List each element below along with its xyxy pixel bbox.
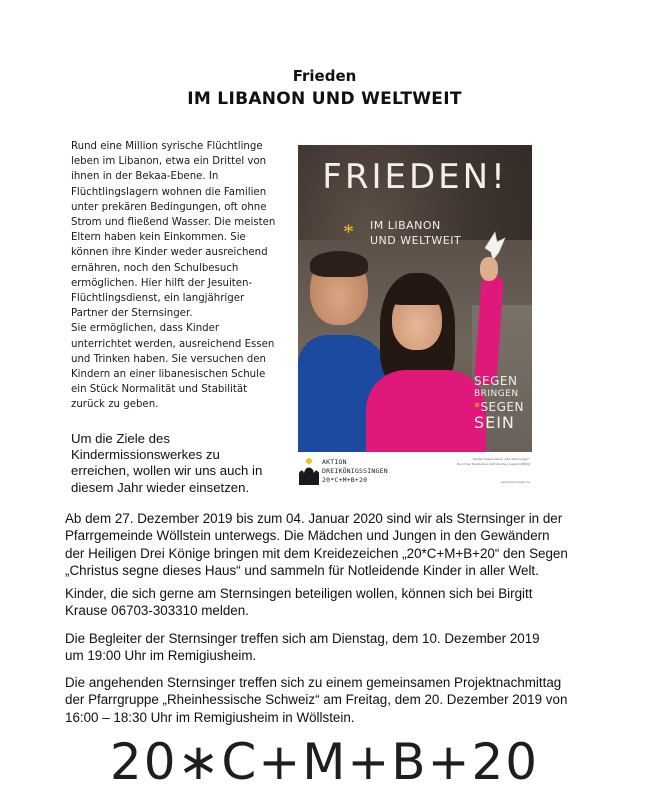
poster-credit [457, 457, 530, 467]
paragraph-line: Die Begleiter der Sternsinger treffen sich am Dienstag, dem 10. Dezember 2019 [65, 631, 540, 646]
paragraph-line: Krause 06703-303310 melden. [65, 603, 249, 619]
paragraph-line: der Pfarrgruppe „Rheinhessische Schweiz“ am Freitag, dem 20. Dezember 2019 von [65, 692, 568, 708]
intro-line: unterrichtet werden, ausreichend Essen [71, 338, 275, 350]
intro-line: Flüchtlingslagern wohnen die Familien [71, 186, 267, 198]
paragraph-line: Ab dem 27. Dezember 2019 bis zum 04. Januar 2020 sind wir als Sternsinger in der [65, 511, 563, 526]
credit-line: Bund der Deutschen Katholischen Jugend (BDKJ) [457, 462, 530, 466]
intro-line: ihnen in der Bekaa-Ebene. In [71, 171, 219, 183]
goal-line: Kindermissionswerkes zu [71, 447, 220, 463]
intro-line: leben im Libanon, etwa ein Drittel von [71, 156, 267, 168]
intro-line: und Trinken haben. Sie versuchen den [71, 353, 266, 365]
intro-line: zurück zu geben. [71, 399, 159, 411]
credit-line: Kindermissionswerk „Die Sternsinger“ [472, 457, 530, 461]
logo-line: 20*C+M+B+20 [322, 476, 368, 484]
intro-text [71, 139, 287, 413]
boy-hair [310, 251, 368, 277]
three-kings-icon [299, 457, 319, 485]
goal-line: diesem Jahr wieder einsetzen. [71, 479, 250, 495]
poster-photo [298, 145, 532, 452]
intro-line: Rund eine Million syrische Flüchtlinge [71, 141, 263, 152]
intro-line: ermöglichen. Hier hilft der Jesuiten- [71, 277, 253, 289]
intro-line: ernähren, noch den Schulbesuch [71, 262, 239, 274]
paragraph-project-afternoon [65, 674, 625, 726]
girl-figure [366, 370, 486, 452]
logo-line: AKTION [322, 458, 347, 466]
paragraph-line: 16:00 – 18:30 Uhr im Remigiusheim in Wöllstein. [65, 709, 355, 725]
poster-website: www.sternsinger.de [500, 480, 530, 484]
paragraph-line: Kinder, die sich gerne am Sternsingen beteiligen wollen, können sich bei Birgitt [65, 586, 533, 601]
slogan-line: BRINGEN [473, 389, 519, 399]
goal-line: erreichen, wollen wir uns auch in [71, 463, 263, 479]
poster-headline: FRIEDEN! [322, 157, 508, 197]
page-subtitle: IM LIBANON UND WELTWEIT [187, 89, 462, 109]
campaign-poster [298, 145, 532, 490]
aktion-logo [298, 457, 418, 487]
star-icon: * [343, 219, 354, 244]
intro-line: Kindern an einer libanesischen Schule [71, 369, 266, 381]
goal-text [71, 431, 287, 496]
poster-slogan [474, 375, 524, 432]
chalk-blessing-inscription: 20∗C+M+B+20 [109, 733, 540, 791]
paragraph-line: um 19:00 Uhr im Remigiusheim. [65, 648, 257, 664]
intro-line: können ihre Kinder weder ausreichend [71, 247, 268, 259]
paragraph-contact [65, 585, 625, 620]
paragraph-companions-meeting [65, 630, 625, 665]
paragraph-line: „Christus segne dieses Haus“ und sammeln für Notleidende Kinder in aller Welt. [65, 563, 539, 579]
poster-subheadline [370, 218, 461, 248]
poster-subheadline-line: UND WELTWEIT [370, 234, 462, 247]
girl-hand [480, 257, 498, 281]
logo-line: DREIKÖNIGSSINGEN [322, 467, 388, 475]
page-title: Frieden [292, 67, 357, 85]
intro-line: Flüchtlingsdienst, ein langjähriger [71, 293, 245, 305]
intro-line: Partner der Sternsinger. [71, 308, 193, 320]
slogan-word: SEGEN [480, 400, 524, 414]
intro-line: Strom und fließend Wasser. Die meisten [71, 217, 276, 229]
goal-line: Um die Ziele des [71, 431, 170, 446]
paragraph-line: Die angehenden Sternsinger treffen sich zu einem gemeinsamen Projektnachmittag [65, 675, 562, 690]
slogan-line: SEIN [473, 413, 515, 432]
intro-line: Eltern haben kein Einkommen. Sie [71, 232, 246, 244]
paragraph-line: Pfarrgemeinde Wöllstein unterwegs. Die Mädchen und Jungen in den Gewändern [65, 528, 550, 544]
intro-line: Sie ermöglichen, dass Kinder [71, 323, 220, 335]
intro-line: ein Stück Normalität und Stabilität [71, 384, 248, 396]
paragraph-line: der Heiligen Drei Könige bringen mit dem Kreidezeichen „20*C+M+B+20“ den Segen [65, 545, 568, 561]
intro-line: unter prekären Bedingungen, oft ohne [71, 201, 267, 213]
star-icon: * [473, 400, 481, 414]
poster-subheadline-line: IM LIBANON [370, 219, 441, 232]
girl-bangs [390, 283, 446, 305]
slogan-line: SEGEN [473, 374, 518, 388]
paragraph-dates [65, 510, 625, 580]
logo-text [322, 458, 388, 485]
